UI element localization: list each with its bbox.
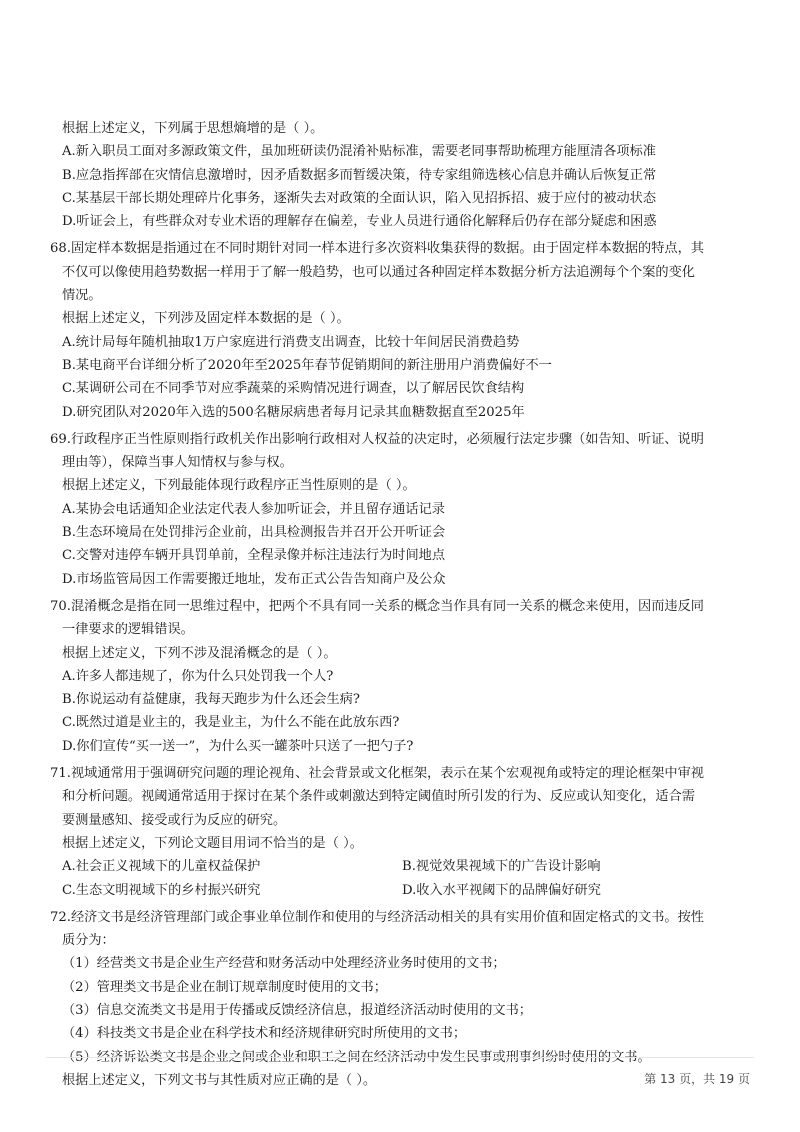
question-stem-line: 和分析问题。视阈通常适用于探讨在某个条件或刺激达到特定阈值时所引发的行为、反应或认知变化，适合需 [62, 789, 695, 805]
option-d: D.听证会上，有些群众对专业术语的理解存在偏差，专业人员进行通俗化解释后仍存在部分疑虑和困惑 [62, 214, 657, 230]
question-stem-line: 固定样本数据是指通过在不同时期针对同一样本进行多次资料收集获得的数据。由于固定样本数据的特点，其 [70, 241, 704, 257]
question-prompt: 根据上述定义，下列论文题目用词不恰当的是（ ）。 [62, 835, 363, 851]
question-number: 69. [50, 431, 71, 447]
question-stem-line: 要测量感知、接受或行为反应的研究。 [62, 812, 287, 828]
question-stem-line: 质分为： [62, 933, 115, 949]
question-prompt: 根据上述定义，下列不涉及混淆概念的是（ ）。 [62, 645, 337, 661]
option-row [60, 879, 748, 902]
question-prompt: 根据上述定义，下列最能体现行政程序正当性原则的是（ ）。 [62, 478, 416, 494]
question-stem-line: 混淆概念是指在同一思维过程中，把两个不具有同一关系的概念当作具有同一关系的概念来使用，因而违反同 [70, 598, 704, 614]
option-a: A.许多人都违规了，你为什么只处罚我一个人? [62, 668, 334, 684]
question-number: 72. [50, 909, 71, 925]
option-c: C.某基层干部长期处理碎片化事务，逐渐失去对政策的全面认识，陷入见招拆招、疲于应付的被动状态 [62, 190, 657, 206]
option-row [60, 855, 748, 878]
option-a: A.统计局每年随机抽取1万户家庭进行消费支出调查，比较十年间居民消费趋势 [62, 334, 520, 350]
question-stem-line: 视域通常用于强调研究问题的理论视角、社会背景或文化框架，表示在某个宏观视角或特定的理论框架中审视 [70, 766, 704, 782]
question-stem-line: 不仅可以像使用趋势数据一样用于了解一般趋势，也可以通过各种固定样本数据分析方法追溯每个个案的变化 [62, 264, 695, 280]
option-d: D.收入水平视阈下的品牌偏好研究 [402, 882, 601, 898]
definition-item: （2）管理类文书是企业在制订规章制度时使用的文书； [62, 979, 387, 995]
option-b: B.应急指挥部在灾情信息激增时，因矛盾数据多而暂缓决策，待专家组筛选核心信息并确认后恢复正常 [62, 167, 657, 183]
question-stem-line: 行政程序正当性原则指行政机关作出影响行政相对人权益的决定时，必须履行法定步骤（如告知、听证、说明 [70, 431, 704, 447]
question-prompt: 根据上述定义，下列属于思想熵增的是（ ）。 [62, 121, 324, 136]
option-d: D.市场监管局因工作需要搬迁地址，发布正式公告告知商户及公众 [62, 571, 446, 587]
definition-item: （5）经济诉讼类文书是企业之间或企业和职工之间在经济活动中发生民事或刑事纠纷时使用的文书。 [62, 1049, 651, 1065]
question-69 [50, 428, 748, 591]
question-67 [58, 117, 748, 233]
question-72 [50, 906, 748, 1092]
option-a: A.某协会电话通知企业法定代表人参加听证会，并且留存通话记录 [62, 501, 445, 517]
question-68 [50, 237, 748, 423]
option-b: B.你说运动有益健康，我每天跑步为什么还会生病? [62, 692, 360, 708]
option-b: B.视觉效果视域下的广告设计影响 [402, 859, 601, 875]
option-d: D.研究团队对2020年入选的500名糖尿病患者每月记录其血糖数据直至2025年 [62, 404, 525, 420]
option-a: A.新入职员工面对多源政策文件，虽加班研读仍混淆补贴标准，需要老同事帮助梳理方能厘清各项标准 [62, 144, 656, 160]
question-prompt: 根据上述定义，下列文书与其性质对应正确的是（ ）。 [62, 1072, 377, 1088]
option-b: B.生态环境局在处罚排污企业前，出具检测报告并召开公开听证会 [62, 525, 446, 541]
option-c: C.某调研公司在不同季节对应季蔬菜的采购情况进行调查，以了解居民饮食结构 [62, 381, 525, 397]
question-71 [50, 762, 748, 902]
option-c: C.既然过道是业主的，我是业主，为什么不能在此放东西? [62, 715, 400, 731]
option-c: C.交警对违停车辆开具罚单前，全程录像并标注违法行为时间地点 [62, 548, 446, 564]
question-stem-line: 情况。 [62, 288, 102, 304]
option-d: D.你们宣传“买一送一”，为什么买一罐茶叶只送了一把勺子? [62, 738, 414, 754]
question-70 [50, 595, 748, 758]
question-number: 70. [50, 598, 71, 614]
page-number: 第 13 页，共 19 页 [644, 1072, 750, 1086]
definition-item: （4）科技类文书是企业在科学技术和经济规律研究时所使用的文书； [62, 1026, 467, 1042]
question-stem-line: 理由等），保障当事人知情权与参与权。 [62, 455, 293, 471]
page-content [50, 117, 748, 1092]
question-prompt: 根据上述定义，下列涉及固定样本数据的是（ ）。 [62, 311, 350, 327]
definition-item: （1）经营类文书是企业生产经营和财务活动中处理经济业务时使用的文书； [62, 956, 506, 972]
option-c: C.生态文明视域下的乡村振兴研究 [62, 882, 261, 898]
question-number: 71. [50, 766, 71, 782]
question-number: 68. [50, 241, 71, 257]
option-a: A.社会正义视域下的儿童权益保护 [62, 859, 261, 875]
question-stem-line: 一律要求的逻辑错误。 [62, 622, 194, 638]
definition-item: （3）信息交流类文书是用于传播或反馈经济信息，报道经济活动时使用的文书； [62, 1002, 532, 1018]
question-stem-line: 经济文书是经济管理部门或企事业单位制作和使用的与经济活动相关的具有实用价值和固定格式的文书。按性 [70, 909, 704, 925]
option-b: B.某电商平台详细分析了2020年至2025年春节促销期间的新注册用户消费偏好不一 [62, 357, 552, 373]
footer-divider [46, 1057, 754, 1058]
